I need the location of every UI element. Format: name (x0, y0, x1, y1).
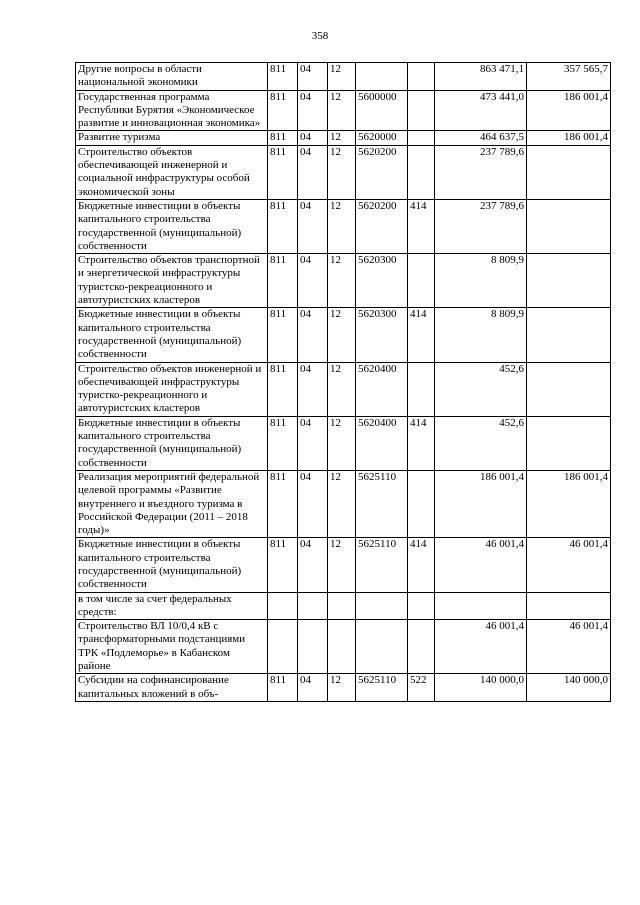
row-name-cell: Субсидии на софинансирование капитальных вложений в объ- (76, 674, 268, 702)
ved-code-cell: 811 (268, 470, 298, 537)
target-article-cell: 5625110 (356, 538, 408, 592)
subsection-code-cell: 12 (328, 63, 356, 91)
federal-amount-cell: 186 001,4 (527, 470, 611, 537)
ved-code-cell: 811 (268, 308, 298, 362)
row-name-cell: в том числе за счет федеральных средств: (76, 592, 268, 620)
row-name-cell: Бюджетные инвестиции в объекты капитального строительства государственной (муниципальной) собственности (76, 538, 268, 592)
ved-code-cell (268, 620, 298, 674)
row-name-cell: Бюджетные инвестиции в объекты капитального строительства государственной (муниципальной) собственности (76, 308, 268, 362)
subsection-code-cell: 12 (328, 538, 356, 592)
amount-cell: 46 001,4 (435, 538, 527, 592)
federal-amount-cell (527, 308, 611, 362)
expense-type-cell: 414 (408, 416, 435, 470)
row-name-cell: Бюджетные инвестиции в объекты капитального строительства государственной (муниципальной) собственности (76, 416, 268, 470)
target-article-cell: 5620300 (356, 254, 408, 308)
target-article-cell (356, 592, 408, 620)
subsection-code-cell: 12 (328, 470, 356, 537)
amount-cell: 464 637,5 (435, 131, 527, 145)
table-row (76, 620, 611, 674)
ved-code-cell: 811 (268, 674, 298, 702)
table-row (76, 538, 611, 592)
section-code-cell: 04 (298, 362, 328, 416)
ved-code-cell: 811 (268, 538, 298, 592)
federal-amount-cell: 140 000,0 (527, 674, 611, 702)
row-name-cell: Строительство объектов обеспечивающей инженерной и социальной инфраструктуры особой экономической зоны (76, 145, 268, 199)
expense-type-cell (408, 63, 435, 91)
section-code-cell: 04 (298, 254, 328, 308)
target-article-cell: 5625110 (356, 470, 408, 537)
table-row (76, 254, 611, 308)
ved-code-cell: 811 (268, 131, 298, 145)
federal-amount-cell (527, 592, 611, 620)
amount-cell: 140 000,0 (435, 674, 527, 702)
table-row (76, 362, 611, 416)
target-article-cell: 5620000 (356, 131, 408, 145)
row-name-cell: Строительство объектов транспортной и энергетической инфраструктуры туристско-рекреационного и автотуристских кластеров (76, 254, 268, 308)
expense-type-cell (408, 90, 435, 131)
ved-code-cell: 811 (268, 362, 298, 416)
section-code-cell: 04 (298, 63, 328, 91)
subsection-code-cell: 12 (328, 416, 356, 470)
table-row (76, 90, 611, 131)
federal-amount-cell (527, 254, 611, 308)
ved-code-cell: 811 (268, 90, 298, 131)
expense-type-cell: 414 (408, 308, 435, 362)
expense-type-cell (408, 254, 435, 308)
subsection-code-cell: 12 (328, 145, 356, 199)
target-article-cell: 5620400 (356, 362, 408, 416)
section-code-cell: 04 (298, 674, 328, 702)
section-code-cell (298, 592, 328, 620)
amount-cell: 237 789,6 (435, 199, 527, 253)
section-code-cell: 04 (298, 538, 328, 592)
expense-type-cell: 522 (408, 674, 435, 702)
row-name-cell: Государственная программа Республики Бурятия «Экономическое развитие и инновационная экономика» (76, 90, 268, 131)
expense-type-cell (408, 592, 435, 620)
subsection-code-cell: 12 (328, 254, 356, 308)
amount-cell: 452,6 (435, 416, 527, 470)
subsection-code-cell: 12 (328, 90, 356, 131)
amount-cell: 8 809,9 (435, 254, 527, 308)
federal-amount-cell: 186 001,4 (527, 131, 611, 145)
section-code-cell: 04 (298, 145, 328, 199)
amount-cell: 46 001,4 (435, 620, 527, 674)
subsection-code-cell (328, 620, 356, 674)
budget-table-body (76, 63, 611, 702)
row-name-cell: Развитие туризма (76, 131, 268, 145)
amount-cell: 473 441,0 (435, 90, 527, 131)
row-name-cell: Бюджетные инвестиции в объекты капитального строительства государственной (муниципальной) собственности (76, 199, 268, 253)
amount-cell: 863 471,1 (435, 63, 527, 91)
subsection-code-cell: 12 (328, 362, 356, 416)
row-name-cell: Строительство ВЛ 10/0,4 кВ с трансформаторными подстанциями ТРК «Подлеморье» в Кабанском районе (76, 620, 268, 674)
budget-table (75, 62, 611, 702)
expense-type-cell (408, 131, 435, 145)
target-article-cell (356, 620, 408, 674)
federal-amount-cell (527, 199, 611, 253)
target-article-cell (356, 63, 408, 91)
target-article-cell: 5620200 (356, 145, 408, 199)
amount-cell: 8 809,9 (435, 308, 527, 362)
table-row (76, 63, 611, 91)
amount-cell (435, 592, 527, 620)
ved-code-cell: 811 (268, 254, 298, 308)
subsection-code-cell: 12 (328, 674, 356, 702)
section-code-cell: 04 (298, 308, 328, 362)
federal-amount-cell (527, 362, 611, 416)
ved-code-cell (268, 592, 298, 620)
subsection-code-cell: 12 (328, 308, 356, 362)
table-row (76, 674, 611, 702)
ved-code-cell: 811 (268, 416, 298, 470)
expense-type-cell (408, 470, 435, 537)
expense-type-cell (408, 620, 435, 674)
table-row (76, 592, 611, 620)
federal-amount-cell (527, 145, 611, 199)
federal-amount-cell: 46 001,4 (527, 620, 611, 674)
federal-amount-cell: 46 001,4 (527, 538, 611, 592)
target-article-cell: 5625110 (356, 674, 408, 702)
amount-cell: 452,6 (435, 362, 527, 416)
ved-code-cell: 811 (268, 199, 298, 253)
expense-type-cell: 414 (408, 538, 435, 592)
federal-amount-cell: 357 565,7 (527, 63, 611, 91)
target-article-cell: 5620400 (356, 416, 408, 470)
table-row (76, 199, 611, 253)
table-row (76, 131, 611, 145)
expense-type-cell (408, 145, 435, 199)
target-article-cell: 5620200 (356, 199, 408, 253)
subsection-code-cell (328, 592, 356, 620)
federal-amount-cell (527, 416, 611, 470)
amount-cell: 237 789,6 (435, 145, 527, 199)
ved-code-cell: 811 (268, 145, 298, 199)
subsection-code-cell: 12 (328, 199, 356, 253)
section-code-cell: 04 (298, 199, 328, 253)
ved-code-cell: 811 (268, 63, 298, 91)
expense-type-cell (408, 362, 435, 416)
section-code-cell: 04 (298, 470, 328, 537)
amount-cell: 186 001,4 (435, 470, 527, 537)
section-code-cell: 04 (298, 416, 328, 470)
section-code-cell (298, 620, 328, 674)
table-row (76, 470, 611, 537)
subsection-code-cell: 12 (328, 131, 356, 145)
table-row (76, 308, 611, 362)
section-code-cell: 04 (298, 131, 328, 145)
expense-type-cell: 414 (408, 199, 435, 253)
federal-amount-cell: 186 001,4 (527, 90, 611, 131)
row-name-cell: Другие вопросы в области национальной экономики (76, 63, 268, 91)
row-name-cell: Строительство объектов инженерной и обеспечивающей инфраструктуры туристко-рекреационного и автотуристских кластеров (76, 362, 268, 416)
page-number: 358 (311, 30, 329, 42)
table-row (76, 145, 611, 199)
target-article-cell: 5620300 (356, 308, 408, 362)
section-code-cell: 04 (298, 90, 328, 131)
table-row (76, 416, 611, 470)
row-name-cell: Реализация мероприятий федеральной целевой программы «Развитие внутреннего и въездного туризма в Российской Федерации (2011 – 2018 годы)» (76, 470, 268, 537)
target-article-cell: 5600000 (356, 90, 408, 131)
